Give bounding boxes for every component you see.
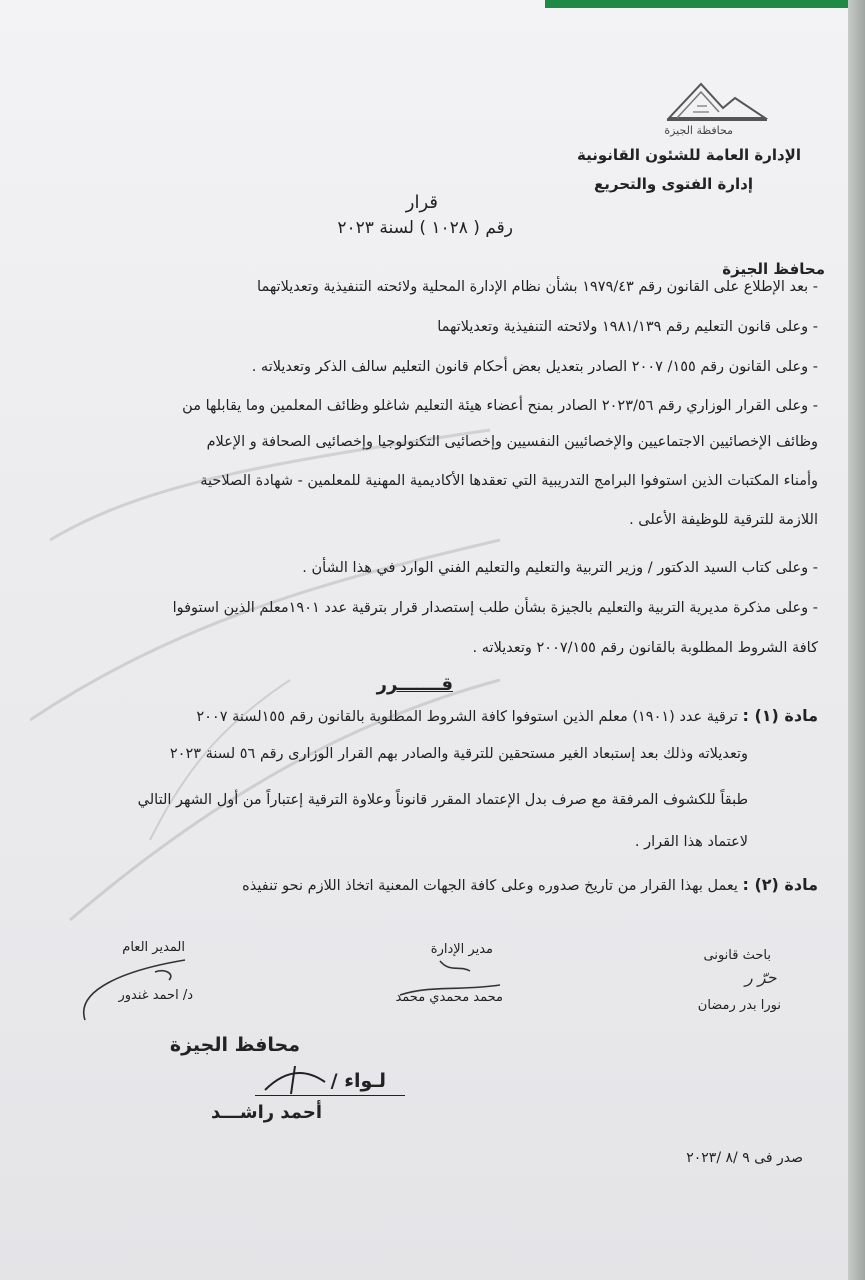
preamble-line: - وعلى مذكرة مديرية التربية والتعليم بالجيزة بشأن طلب إستصدار قرار بترقية عدد ١٩٠١معلم الذين استوفوا bbox=[172, 600, 818, 616]
section-name: إدارة الفتوى والتحريع bbox=[593, 175, 753, 193]
governor-name: أحمد راشـــد bbox=[211, 1102, 322, 1123]
article-2-label: مادة (٢) : bbox=[742, 875, 818, 894]
preamble-line: - وعلى قانون التعليم رقم ١٩٨١/١٣٩ ولائحته التنفيذية وتعديلاتهما bbox=[437, 319, 818, 335]
general-manager-name: د/ احمد غندور bbox=[118, 988, 193, 1003]
decree-number: رقم ( ١٠٢٨ ) لسنة ٢٠٢٣ bbox=[337, 218, 513, 238]
preamble-line: - بعد الإطلاع على القانون رقم ١٩٧٩/٤٣ بشأن نظام الإدارة المحلية ولائحته التنفيذية وتعديلاتهما bbox=[257, 279, 818, 295]
department-name: الإدارة العامة للشئون القانونية bbox=[576, 146, 801, 164]
preamble-line: كافة الشروط المطلوبة بالقانون رقم ٢٠٠٧/١٥٥ وتعديلاته . bbox=[472, 640, 818, 656]
decree-title: قرار bbox=[405, 192, 438, 213]
green-folder-edge bbox=[545, 0, 848, 8]
article-1-label: مادة (١) : bbox=[742, 706, 818, 725]
decides-heading: قـــــــرر bbox=[376, 674, 453, 695]
preamble-line: وأمناء المكتبات الذين استوفوا البرامج التدريبية التي تعقدها الأكاديمية المهنية للمعلمين - شهادة الصلاحية bbox=[200, 473, 818, 489]
governor-rank: لـواء / bbox=[330, 1070, 386, 1092]
giza-governorate-logo bbox=[663, 72, 771, 124]
governor-heading: محافظ الجيزة bbox=[722, 260, 825, 278]
logo-caption: محافظة الجيزة bbox=[664, 124, 733, 137]
preamble-line: - وعلى القرار الوزاري رقم ٢٠٢٣/٥٦ الصادر بمنح أعضاء هيئة التعليم شاغلو وظائف المعلمين وما يقابلها من bbox=[182, 398, 818, 414]
article-1-line: طبقاً للكشوف المرفقة مع صرف بدل الإعتماد المقرر قانوناً وعلاوة الترقية إعتباراً من أول الشهر التالي bbox=[137, 792, 748, 808]
preamble-line: - وعلى كتاب السيد الدكتور / وزير التربية والتعليم والتعليم الفني الوارد في هذا الشأن . bbox=[302, 560, 818, 576]
article-1-line: وتعديلاته وذلك بعد إستبعاد الغير مستحقين للترقية والصادر بهم القرار الوزارى رقم ٥٦ لسنة ٢٠٢٣ bbox=[169, 746, 748, 762]
issue-date: صدر فى ٩ /٨ /٢٠٢٣ bbox=[686, 1150, 803, 1166]
article-1-line-1 bbox=[196, 706, 818, 725]
article-1-text: ترقية عدد (١٩٠١) معلم الذين استوفوا كافة الشروط المطلوبة بالقانون رقم ١٥٥لسنة ٢٠٠٧ bbox=[196, 709, 738, 725]
general-manager-title: المدير العام bbox=[122, 940, 185, 955]
admin-name: محمد محمدي محمد bbox=[395, 990, 503, 1005]
preamble-line: وظائف الإخصائيين الاجتماعيين والإخصائيين النفسيين وإخصائيى التكنولوجيا وإخصائيى الصحافة و الإعلام bbox=[206, 434, 818, 450]
preamble-line: اللازمة للترقية للوظيفة الأعلى . bbox=[629, 512, 818, 528]
governor-sign-title: محافظ الجيزة bbox=[169, 1034, 300, 1056]
folder-edge bbox=[848, 0, 865, 1280]
governor-signature-icon bbox=[255, 1060, 335, 1100]
researcher-title: باحث قانونى bbox=[703, 948, 771, 963]
article-2-text: يعمل بهذا القرار من تاريخ صدوره وعلى كافة الجهات المعنية اتخاذ اللازم نحو تنفيذه bbox=[242, 878, 738, 894]
admin-title: مدير الإدارة bbox=[430, 942, 493, 957]
researcher-name: نورا بدر رمضان bbox=[697, 998, 781, 1013]
researcher-signature-scribble: حرّ ر bbox=[745, 968, 777, 987]
preamble-line: - وعلى القانون رقم ١٥٥/ ٢٠٠٧ الصادر بتعديل بعض أحكام قانون التعليم سالف الذكر وتعديلاته . bbox=[251, 359, 818, 375]
article-1-line: لاعتماد هذا القرار . bbox=[634, 834, 748, 850]
article-2-line bbox=[242, 875, 818, 894]
